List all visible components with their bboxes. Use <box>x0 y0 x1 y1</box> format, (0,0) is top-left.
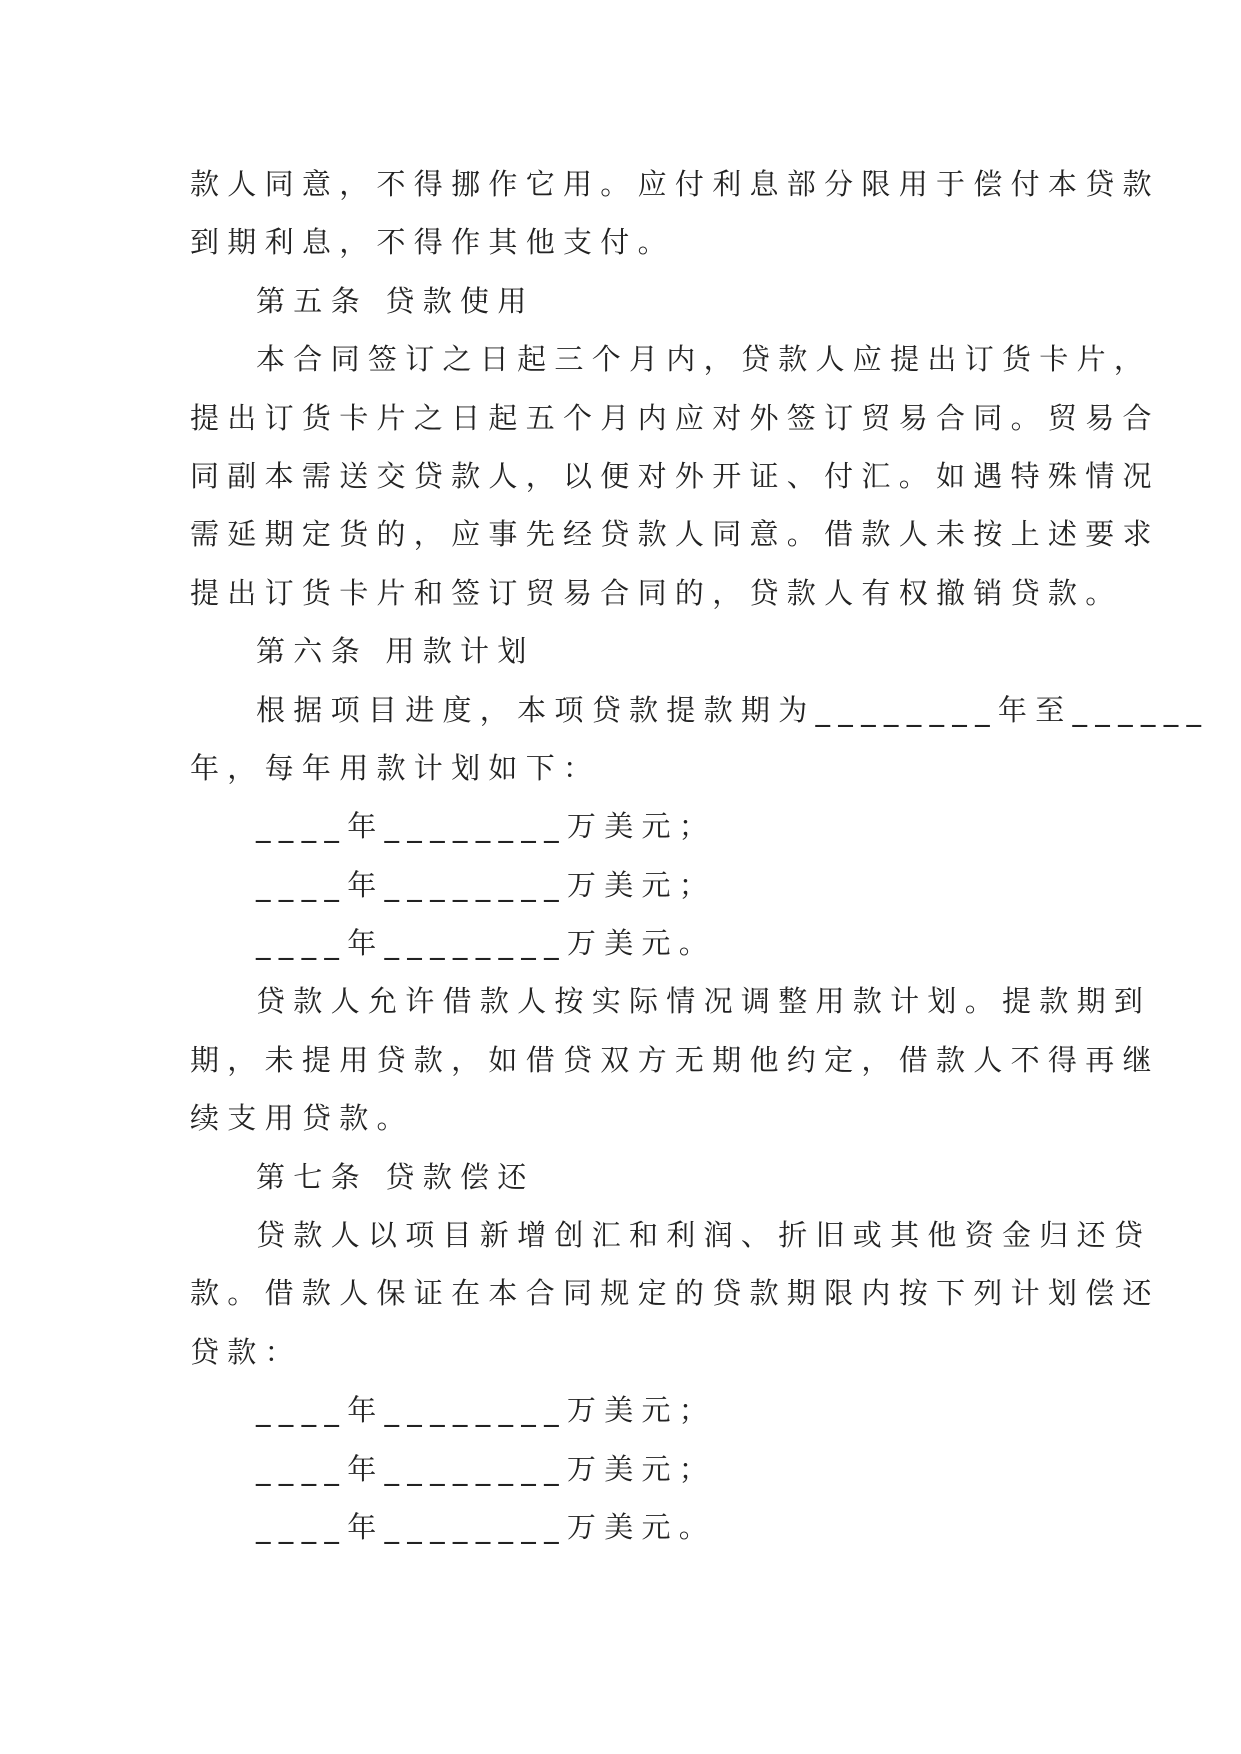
text-line: ____年________万美元。 <box>256 1509 717 1544</box>
text-line: ____年________万美元； <box>256 867 717 902</box>
text-line: ____年________万美元； <box>256 1451 717 1486</box>
text-line: 期，未提用贷款，如借贷双方无期他约定，借款人不得再继 <box>190 1042 1160 1077</box>
text-line: 根据项目进度，本项贷款提款期为________年至______ <box>256 692 1210 727</box>
text-line: ____年________万美元。 <box>256 926 717 961</box>
text-line: 年，每年用款计划如下： <box>190 750 601 785</box>
text-line: 同副本需送交贷款人，以便对外开证、付汇。如遇特殊情况 <box>190 458 1160 493</box>
text-line: 贷款人允许借款人按实际情况调整用款计划。提款期到 <box>256 984 1152 1019</box>
text-line: 需延期定货的，应事先经贷款人同意。借款人未按上述要求 <box>190 517 1160 552</box>
text-line: 提出订货卡片和签订贸易合同的，贷款人有权撤销贷款。 <box>190 575 1123 610</box>
text-line: 第五条 贷款使用 <box>256 283 535 318</box>
document-page <box>190 155 1210 1556</box>
text-line: 续支用贷款。 <box>190 1101 414 1136</box>
text-line: 第六条 用款计划 <box>256 634 535 669</box>
text-line: 款。借款人保证在本合同规定的贷款期限内按下列计划偿还 <box>190 1276 1160 1311</box>
text-line: 贷款人以项目新增创汇和利润、折旧或其他资金归还贷 <box>256 1218 1152 1253</box>
text-line: 贷款： <box>190 1334 302 1369</box>
text-line: ____年________万美元； <box>256 809 717 844</box>
text-line: 提出订货卡片之日起五个月内应对外签订贸易合同。贸易合 <box>190 400 1160 435</box>
text-line: 第七条 贷款偿还 <box>256 1159 535 1194</box>
text-line: 款人同意，不得挪作它用。应付利息部分限用于偿付本贷款 <box>190 167 1160 201</box>
text-line: 到期利息，不得作其他支付。 <box>190 225 675 260</box>
text-line: 本合同签订之日起三个月内，贷款人应提出订货卡片， <box>256 342 1152 377</box>
text-line: ____年________万美元； <box>256 1393 717 1428</box>
